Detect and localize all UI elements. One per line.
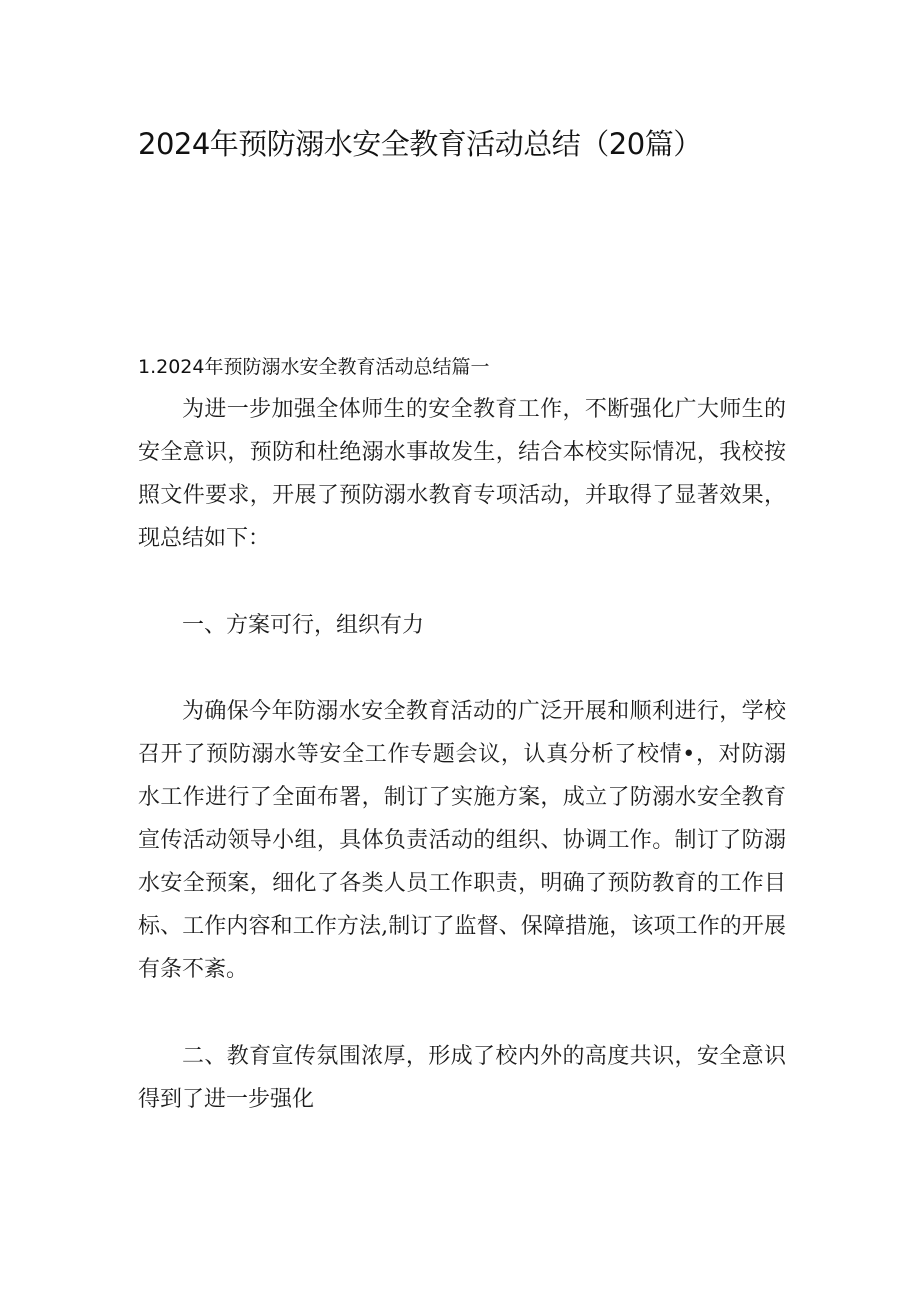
- document-title: 2024年预防溺水安全教育活动总结（20篇）: [138, 127, 702, 161]
- section-heading: 1.2024年预防溺水安全教育活动总结篇一: [138, 356, 490, 378]
- subheading-plan: 一、方案可行，组织有力: [182, 613, 425, 638]
- intro-paragraph: 为进一步加强全体师生的安全教育工作，不断强化广大师生的安全意识，预防和杜绝溺水事故发生，结合本校实际情况，我校按照文件要求，开展了预防溺水教育专项活动，并取得了显著效果，现总结如下：: [138, 397, 786, 551]
- subheading-publicity: 二、教育宣传氛围浓厚，形成了校内外的高度共识，安全意识得到了进一步强化: [138, 1044, 786, 1112]
- plan-paragraph: 为确保今年防溺水安全教育活动的广泛开展和顺利进行，学校召开了预防溺水等安全工作专题会议，认真分析了校情•，对防溺水工作进行了全面布署，制订了实施方案，成立了防溺水安全教育宣传活动领导小组，具体负责活动的组织、协调工作。制订了防溺水安全预案，细化了各类人员工作职责，明确了预防教育的工作目标、工作内容和工作方法,制订了监督、保障措施，该项工作的开展有条不紊。: [138, 699, 786, 982]
